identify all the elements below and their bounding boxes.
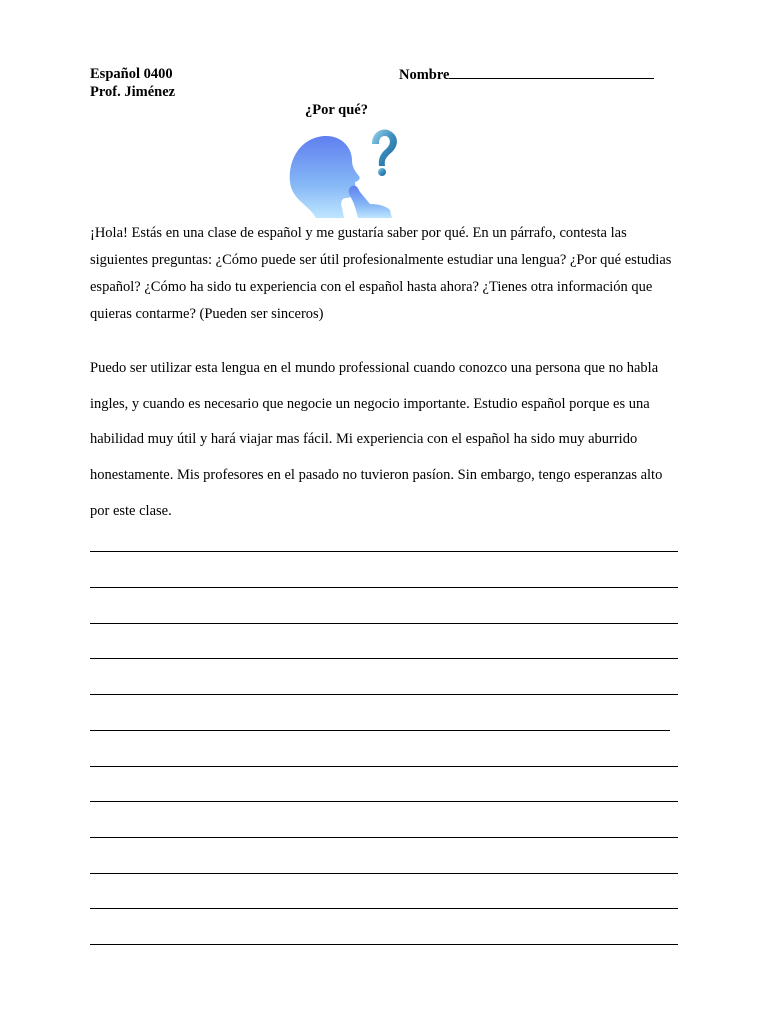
answer-line[interactable] [90,551,678,552]
answer-line[interactable] [90,587,678,588]
answer-line[interactable] [90,766,678,767]
answer-line[interactable] [90,658,678,659]
answer-line[interactable] [90,873,678,874]
answer-line[interactable] [90,694,678,695]
worksheet-title: ¿Por qué? [305,102,368,118]
name-label: Nombre [399,67,450,83]
answer-line[interactable] [90,908,678,909]
name-blank-line[interactable] [449,65,654,79]
course-code: Español 0400 [90,66,173,82]
thinking-person-question-icon [286,124,406,218]
answer-line[interactable] [90,730,670,731]
answer-line[interactable] [90,623,678,624]
answer-line[interactable] [90,944,678,945]
answer-line[interactable] [90,801,678,802]
student-answer[interactable]: Puedo ser utilizar esta lengua en el mundo professional cuando conozco una persona que no habla ingles, y cuando es necesario que negocie un negocio importante. Estudio español porque es una habilidad muy útil y hará viajar mas fácil. Mi experiencia con el español ha sido muy aburrido honestamente. Mis profesores en el pasado no tuvieron pasíon. Sin embargo, tengo esperanzas alto por este clase. [90,360,663,519]
professor-name: Prof. Jiménez [90,84,176,100]
instructions-paragraph: ¡Hola! Estás en una clase de español y me gustaría saber por qué. En un párrafo, contesta las siguientes preguntas: ¿Cómo puede ser útil profesionalmente estudiar una lengua? ¿Por qué estudias español? ¿Cómo ha sido tu experiencia con el español hasta ahora? ¿Tienes otra información que quieras contarme? (Pueden ser sinceros) [90,225,672,322]
name-field[interactable] [399,65,654,84]
answer-line[interactable] [90,837,678,838]
